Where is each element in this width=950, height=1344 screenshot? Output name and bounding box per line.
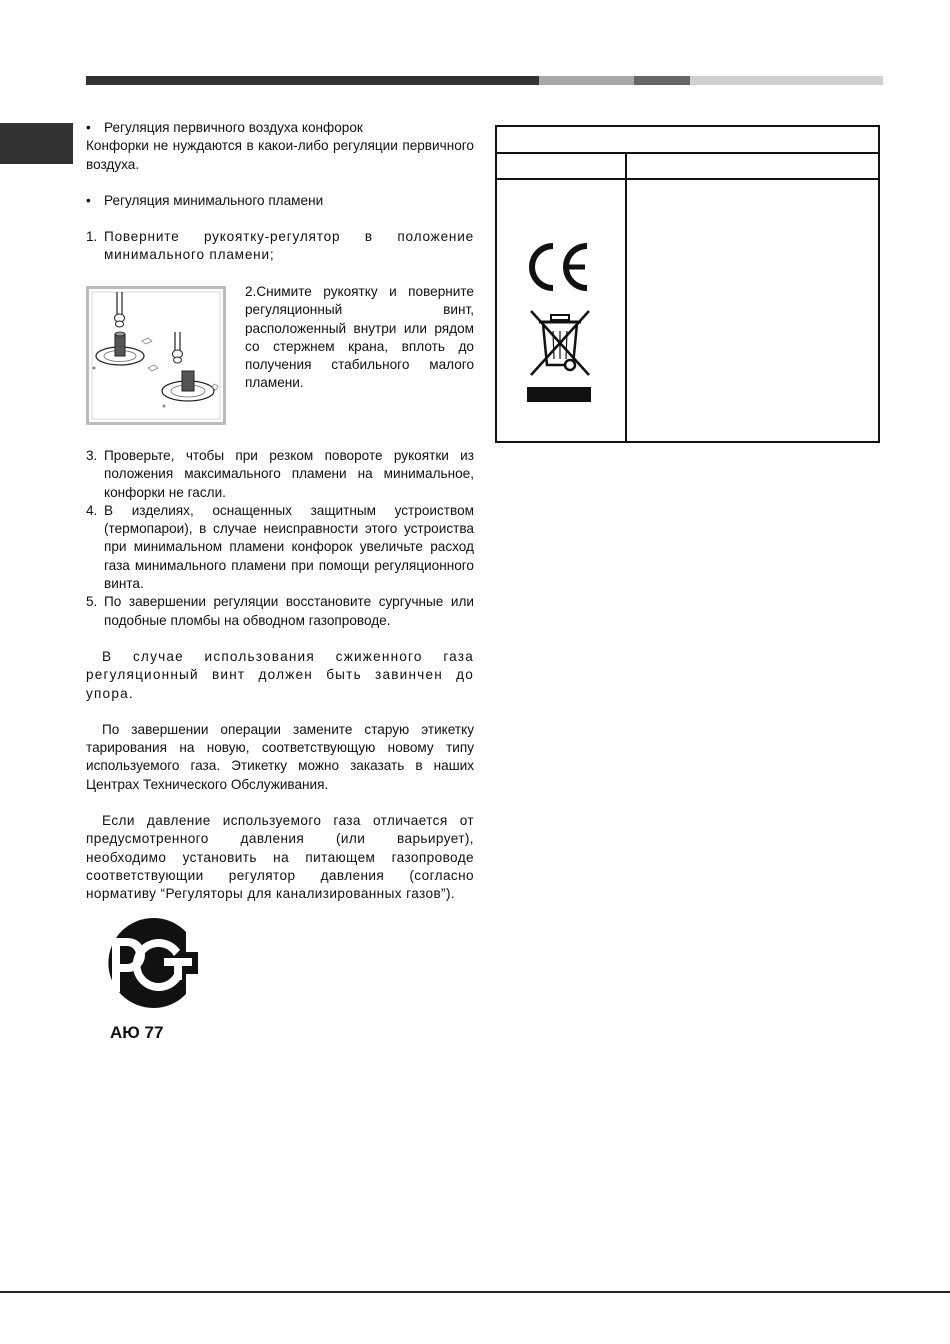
table-header-row [497, 127, 878, 154]
bullet-primary-air-text: Регуляция первичного воздуха конфорок [104, 120, 363, 135]
header-bar-accent [634, 76, 690, 85]
label-paragraph: По завершении операции замените старую этикетку тарирования на новую, соответствующую новому типу используемого газа. Этикетку можно заказать в наших Центрах Технического Обслуживания. [86, 721, 474, 792]
table-subheader-row [497, 154, 878, 180]
certification-code: АЮ 77 [110, 1023, 164, 1042]
step-1: 1. Поверните рукоятку-регулятор в положение минимального пламени; [86, 228, 474, 265]
weee-crossed-bin-icon [527, 309, 593, 403]
step-4: 4. В изделиях, оснащенных защитным устроиством (термопарои), в случае неисправности этого устроиства при минимальном пламени конфорок увеличьте расход газа минимального пламени при помощи регуляционного винта. [86, 502, 474, 593]
step-2-text: 2.Снимите рукоятку и поверните регуляционный винт, расположенный внутри или рядом со стержнем крана, вплоть до получения стабильного малого пламени. [245, 284, 474, 391]
step-1-text: Поверните рукоятку-регулятор в положение минимального пламени; [104, 229, 474, 263]
bullet-primary-air: • Регуляция первичного воздуха конфорок [86, 119, 474, 137]
header-bar-dark [86, 76, 539, 85]
header-bar-mid [539, 76, 634, 85]
table-column-divider [625, 154, 627, 441]
step-5: 5. По завершении регуляции восстановите сургучные или подобные пломбы на обводном газопроводе. [86, 593, 474, 630]
burner-adjustment-diagram [86, 286, 226, 425]
steps-block [86, 447, 474, 904]
side-tab-marker [0, 123, 73, 164]
info-table [495, 125, 880, 443]
header-bar-light [690, 76, 883, 85]
pressure-paragraph: Если давление используемого газа отличается от предусмотренного давления (или варьирует), необходимо установить на питающем газопроводе соответствующии регулятор давления (согласно нормативу “Регуляторы для канализированных газов”). [86, 813, 474, 902]
bullet-min-flame: • Регуляция минимального пламени [86, 192, 474, 210]
ce-mark-icon [525, 241, 593, 293]
step-3-text: Проверьте, чтобы при резком повороте рукоятки из положения максимального пламени на минимальное, конфорки не гасли. [104, 448, 474, 500]
rst-certification-logo [86, 918, 200, 1008]
step-3: 3. Проверьте, чтобы при резком повороте рукоятки из положения максимального пламени на минимальное, конфорки не гасли. [86, 447, 474, 502]
step-4-text: В изделиях, оснащенных защитным устроиством (термопарои), в случае неисправности этого устроиства при минимальном пламени конфорок увеличьте расход газа минимального пламени при помощи регуляционного винта. [104, 502, 474, 592]
lpg-paragraph: В случае использования сжиженного газа регуляционный винт должен быть завинчен до упора. [86, 648, 474, 701]
step-5-text: По завершении регуляции восстановите сургучные или подобные пломбы на обводном газопроводе. [104, 594, 474, 628]
bullet-min-flame-text: Регуляция минимального пламени [104, 192, 324, 208]
intro-block [86, 119, 474, 265]
primary-air-paragraph: Конфорки не нуждаются в какои-либо регуляции первичного воздуха. [86, 138, 474, 172]
footer-line [0, 1291, 950, 1293]
